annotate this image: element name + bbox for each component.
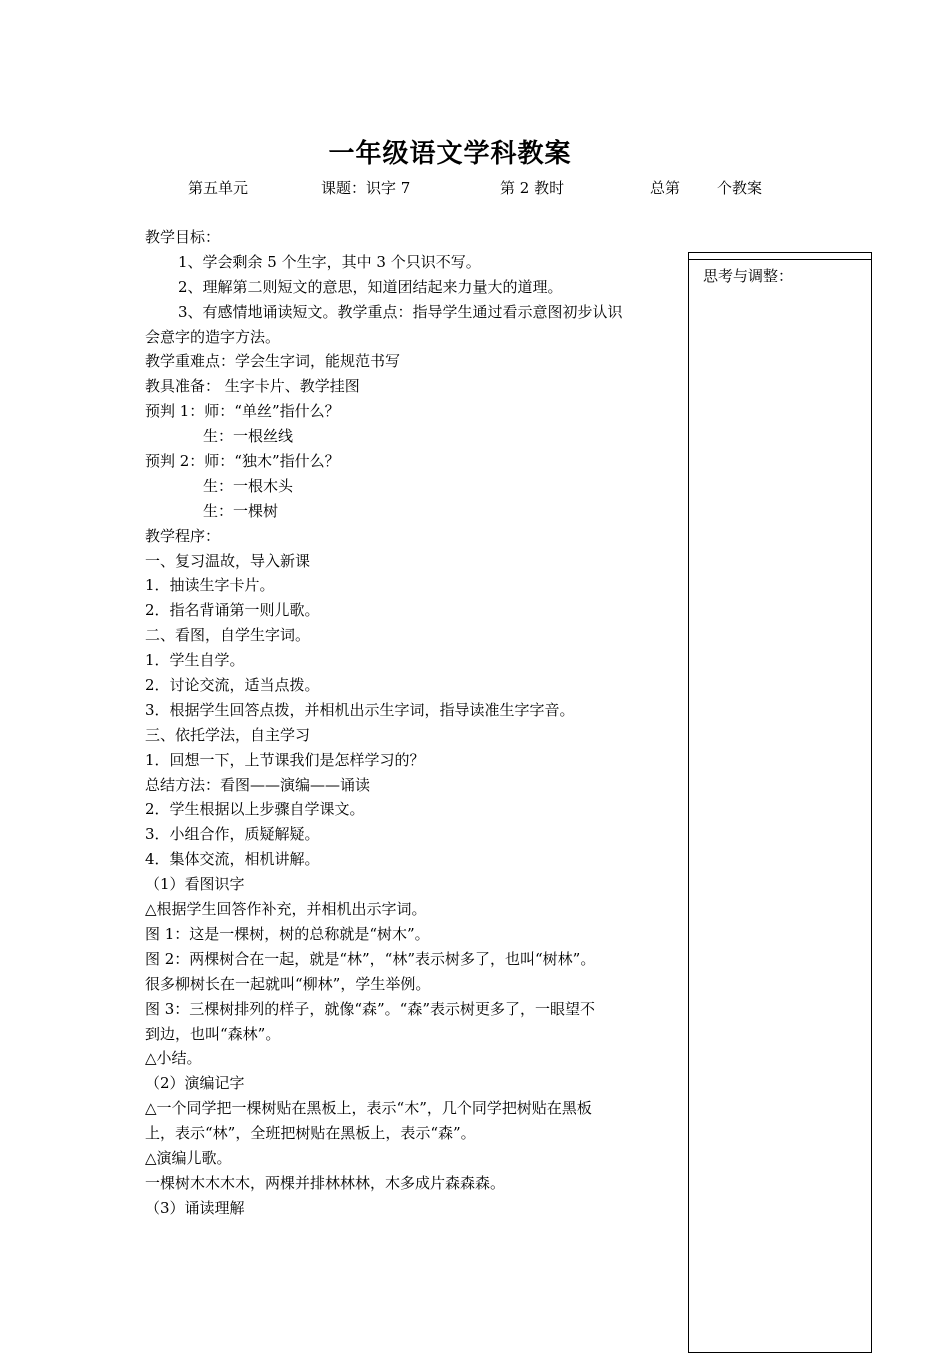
body-line: 2．学生根据以上步骤自学课文。 [145,800,365,819]
period-label: 第 2 教时 [500,179,565,197]
body-line: 1．抽读生字卡片。 [145,576,275,595]
body-line: 图 3：三棵树排列的样子，就像“森”。“森”表示树更多了，一眼望不 [145,999,595,1018]
body-line: 图 2：两棵树合在一起，就是“林”，“林”表示树多了，也叫“树林”。 [145,949,596,968]
body-line: 教学目标： [145,228,221,246]
body-line: 图 1：这是一棵树，树的总称就是“树木”。 [145,924,430,943]
body-line: 二、看图，自学生字词。 [145,626,311,645]
body-line: 1．回想一下，上节课我们是怎样学习的？ [145,750,425,769]
body-line: 4．集体交流，相机讲解。 [145,850,320,869]
body-line: 生：一棵树 [203,501,279,520]
body-line: （1）看图识字 [145,875,245,894]
body-line: 1．学生自学。 [145,651,245,670]
body-line: 上，表示“林”，全班把树贴在黑板上，表示“森”。 [145,1124,476,1143]
plan-count-label: 个教案 [717,179,763,197]
body-line: 生：一根木头 [203,476,294,495]
unit-label: 第五单元 [188,179,249,197]
body-line: （3）诵读理解 [145,1198,245,1217]
body-line: 2．指名背诵第一则儿歌。 [145,601,320,620]
body-line: 教具准备： 生字卡片、教学挂图 [145,377,360,396]
body-line: △演编儿歌。 [145,1148,232,1167]
body-line: △小结。 [145,1049,202,1068]
body-line: △一个同学把一棵树贴在黑板上，表示“木”，几个同学把树贴在黑板 [145,1099,592,1118]
body-line: 一棵树木木木木，两棵并排林林林，木多成片森森森。 [145,1173,506,1192]
body-line: 预判 2：师：“独木”指什么？ [145,452,340,471]
body-line: 3．根据学生回答点拨，并相机出示生字词，指导读准生字字音。 [145,700,575,719]
body-line: （2）演编记字 [145,1074,245,1093]
topic-label: 课题：识字 7 [321,179,411,197]
body-line: 3．小组合作，质疑解疑。 [145,825,320,844]
body-line: 预判 1：师：“单丝”指什么？ [145,402,340,421]
total-label: 总第 [650,179,681,197]
body-line: 会意字的造字方法。 [145,327,281,346]
reflection-box [688,252,872,1353]
body-line: 总结方法：看图——演编——诵读 [145,775,371,794]
body-line: △根据学生回答作补充，并相机出示字词。 [145,900,427,919]
body-line: 2、理解第二则短文的意思，知道团结起来力量大的道理。 [178,277,563,296]
body-line: 教学重难点：学会生字词，能规范书写 [145,352,401,371]
body-line: 生：一根丝线 [203,427,294,446]
body-line: 2．讨论交流，适当点拨。 [145,676,320,695]
body-line: 1、学会剩余 5 个生字，其中 3 个只识不写。 [178,252,481,271]
lesson-body [145,225,680,1221]
body-line: 一、复习温故，导入新课 [145,551,311,570]
body-line: 教学程序： [145,526,221,545]
body-line: 三、依托学法，自主学习 [145,725,311,744]
body-line: 很多柳树长在一起就叫“柳林”，学生举例。 [145,974,431,993]
body-line: 3、有感情地诵读短文。教学重点：指导学生通过看示意图初步认识 [178,302,623,321]
document-title: 一年级语文学科教案 [328,139,572,169]
body-line: 到边，也叫“森林”。 [145,1024,281,1043]
reflection-label: 思考与调整： [703,267,794,285]
